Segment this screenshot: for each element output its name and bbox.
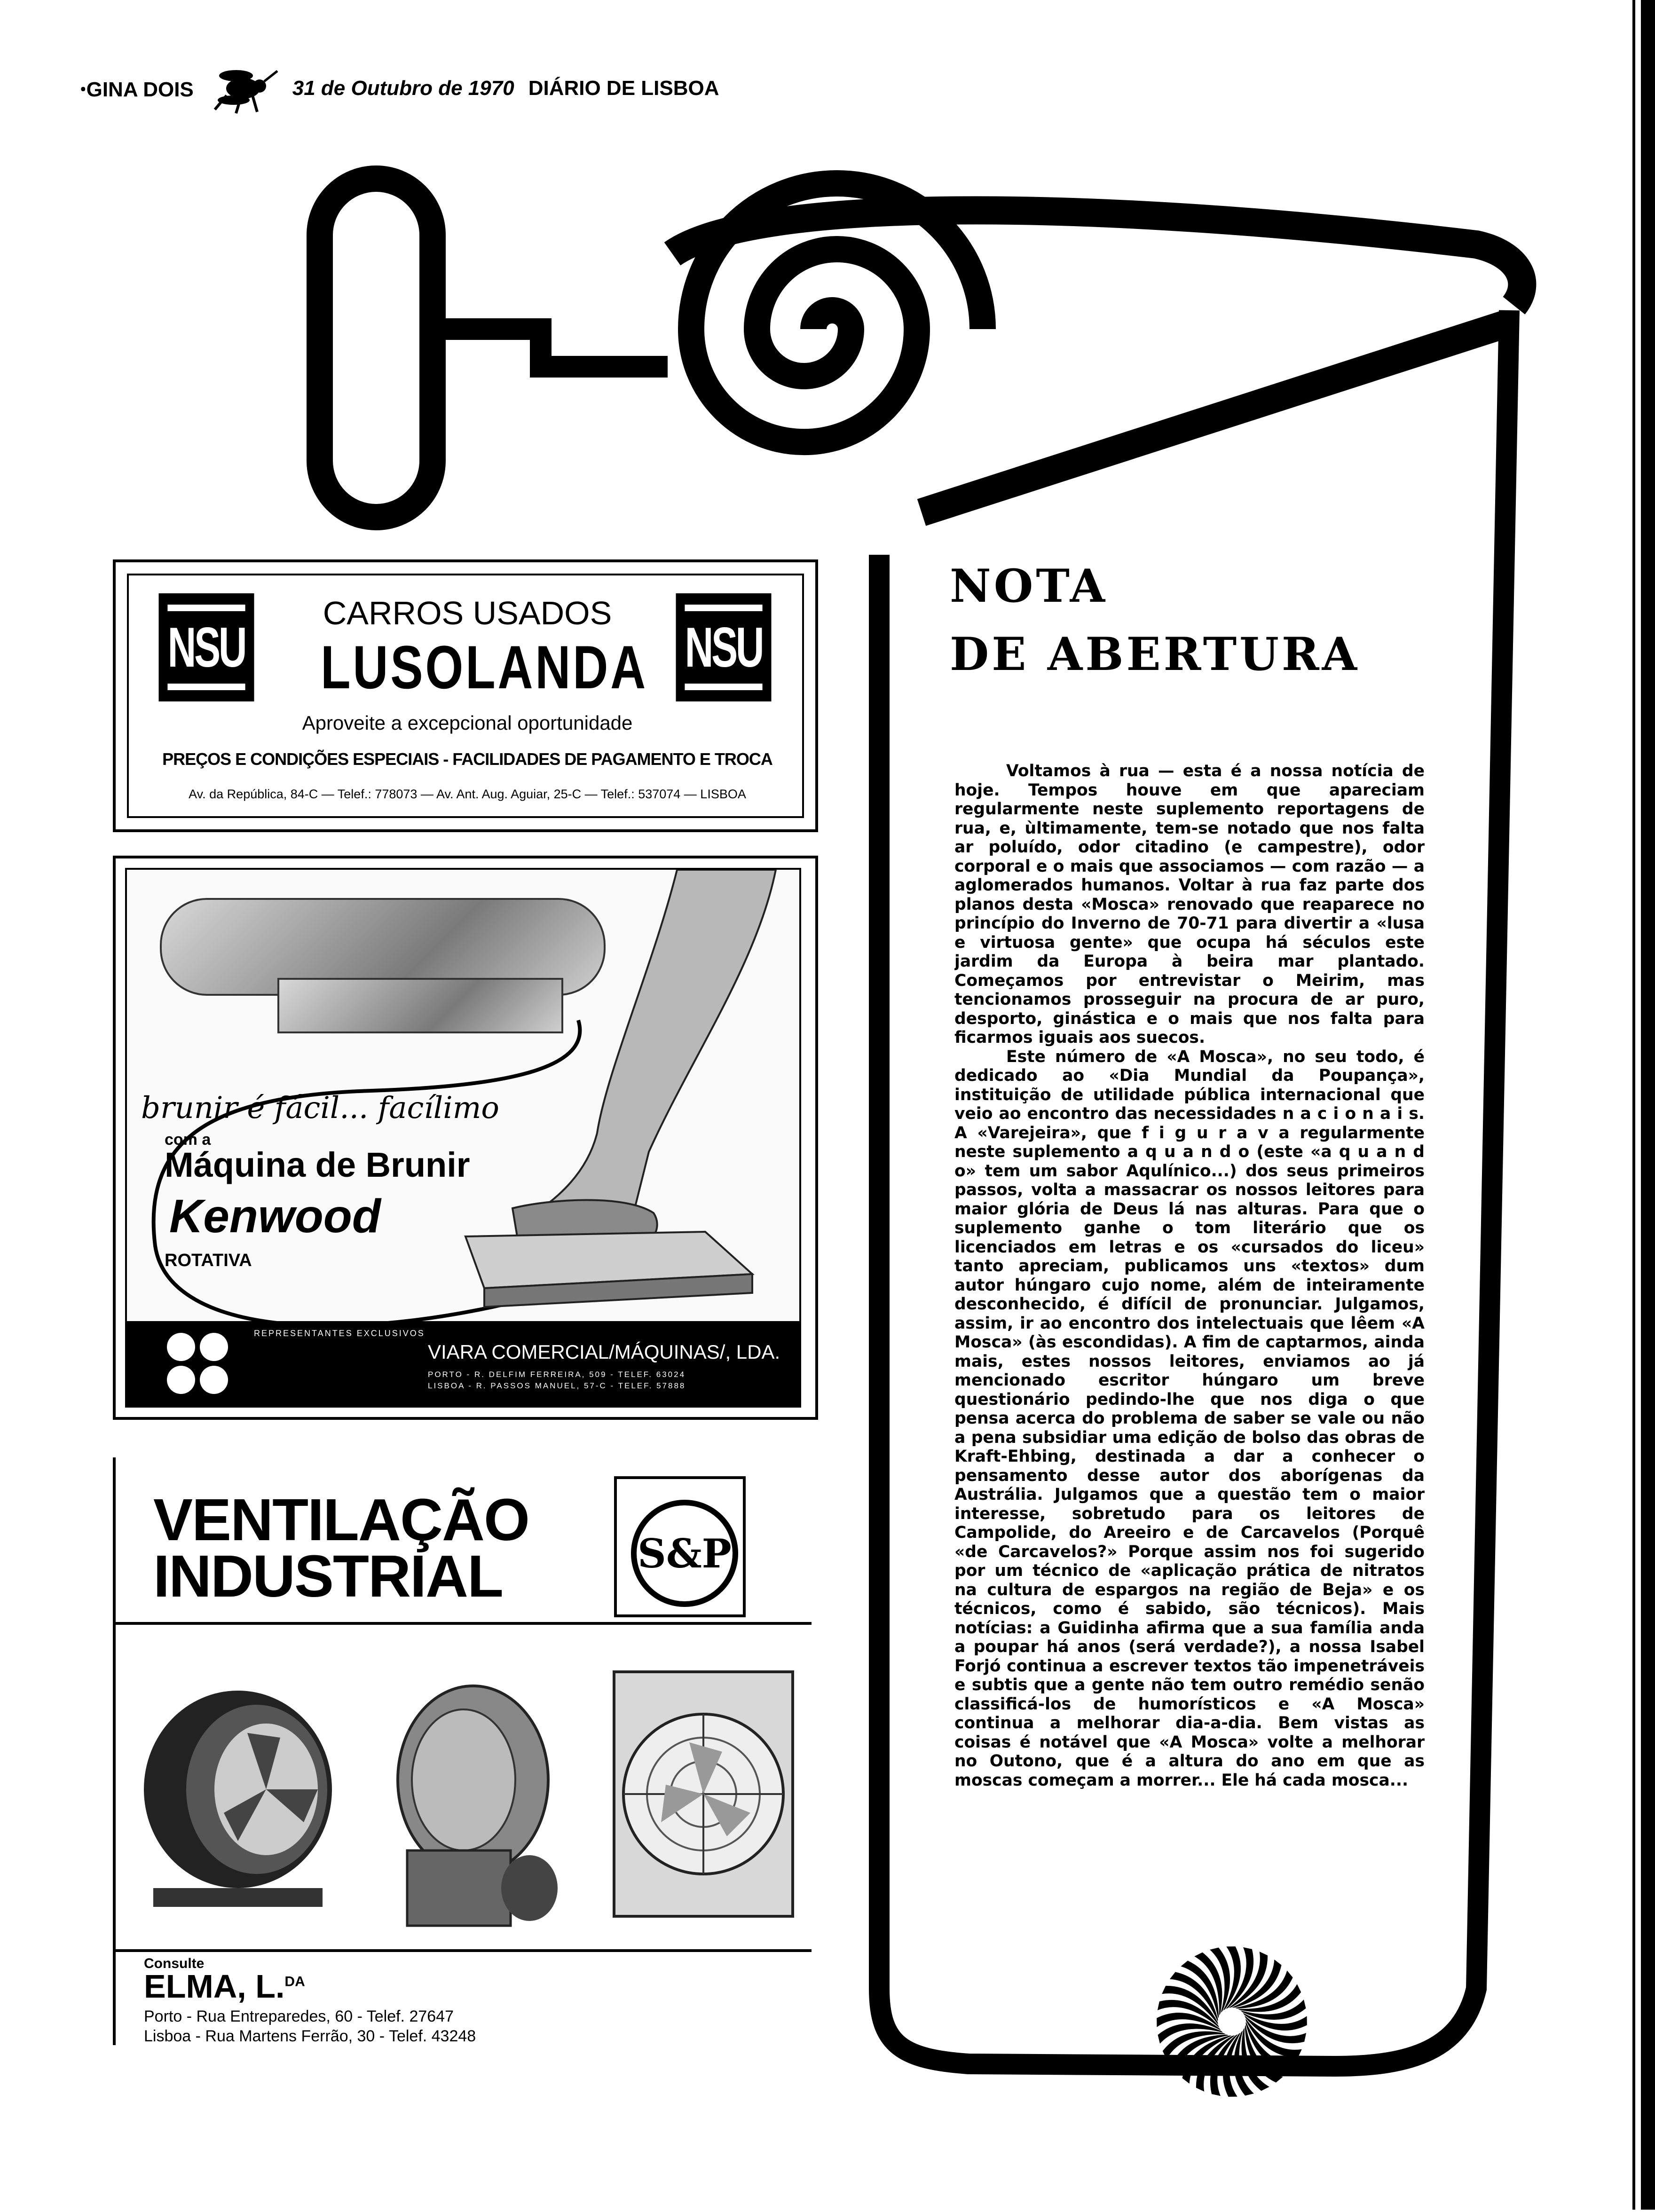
sp-logo-text: S&P (638, 1530, 732, 1577)
issue-date: 31 de Outubro de 1970 (292, 77, 514, 100)
axial-fan-photo (144, 1691, 332, 1907)
ad-kenwood (113, 856, 818, 1420)
newspaper-name: DIÁRIO DE LISBOA (528, 77, 719, 100)
ad-elma-sup: DA (284, 1974, 305, 1990)
key-loop (320, 179, 433, 517)
article-body (954, 762, 1425, 1965)
ad-elma-lisboa: Lisboa - Rua Martens Ferrão, 30 - Telef. 43248 (144, 2027, 476, 2045)
page-label: ꞏGINA DOIS (80, 78, 194, 101)
ad-subtitle: ROTATIVA (165, 1251, 252, 1270)
article-title-2: DE ABERTURA (950, 628, 1360, 681)
ad-elma (144, 1968, 305, 2005)
belt-bottom (922, 324, 1505, 512)
viara-logo-icon (165, 1330, 230, 1396)
ad-lusolanda (113, 559, 818, 832)
fan-photos (116, 1622, 812, 1952)
ad-vent-line2: INDUSTRIAL (153, 1543, 503, 1609)
key-shaft (433, 329, 668, 367)
ad-script-slogan: brunir é fácil... facílimo (141, 1091, 499, 1126)
nsu-logo-left: NSU (159, 593, 254, 701)
window-fan-photo (614, 1672, 793, 1916)
centrifugal-fan-photo (398, 1686, 558, 1926)
ad-consulte: Consulte (144, 1956, 205, 1971)
ad-porto: PORTO - R. DELFIM FERREIRA, 509 - TELEF. 63024 (428, 1370, 686, 1379)
ad-address: Av. da República, 84-C — Telef.: 778073 — Av. Ant. Aug. Aguiar, 25-C — Telef.: 537074 — LISBOA (189, 787, 746, 801)
sp-logo (614, 1476, 746, 1617)
ad-vent-line1: VENTILAÇÃO (153, 1487, 529, 1553)
ad-representatives: REPRESENTANTES EXCLUSIVOS (254, 1329, 425, 1338)
nsu-logo-right: NSU (676, 593, 772, 701)
ad-company: VIARA COMERCIAL/MÁQUINAS/, LDA. (428, 1341, 780, 1363)
swirl-ornament (1152, 1942, 1312, 2102)
ad-kenwood-brand: Kenwood (169, 1190, 381, 1243)
article-paragraph-2: Este número de «A Mosca», no seu todo, é dedicado ao «Dia Mundial da Poupança», instituição de utilidade pública internacional que veio ao encontro das necessidades n a c i o n a i s. A «Varejeira», que f i g u r a v a regularmente neste suplemento a q u a n d o (este «a q u a n d o» tem um sabor Aqulínico...) dos seus primeiros passos, volta a massacrar os nossos leitores para maior glória de Deus lá nas alturas. Para que o suplemento ganhe o tom literário que os licenciados em letras e os «cursados do liceu» tanto apreciam, publicamos uns «textos» dum autor húngaro cujo nome, além de inteiramente desconhecido, é difícil de pronunciar. Julgamos, assim, ir ao encontro dos intelectuais que lêem «A Mosca» (às escondidas). A fim de captarmos, ainda mais, estes nossos leitores, enviamos ao já mencionado escritor húngaro um breve questionário pedindo-lhe que nos diga o que pensa acerca do problema de saber se vale ou não a pena subsidiar uma edição de bolso das obras de Kraft-Ehbing, destinada a dar a conhecer o pensamento desse autor dos aborígenas da Austrália. Julgamos que a questão tem o maior interesse, sobretudo para os leitores de Campolide, do Areeiro e de Carcavelos (Porquê «de Carcavelos?» Porque assim nos foi sugerido por um técnico de «aplicação prática de nitratos na cultura de espargos na região de Beja» e os técnicos, como é sabido, são técnicos). Mais notícias: a Guidinha afirma que a sua família anda a poupar há anos (será verdade?), a nossa Isabel Forjó continua a escrever textos tão impenetráveis e subtis que a gente não tem outro remédio senão classificá-los de humorísticos e «A Mosca» continua a melhorar dia-a-dia. Bem vistas as coisas é notável que «A Mosca» volte a melhorar no Outono, que é a altura do ano em que as moscas começam a morrer... Ele há cada mosca... (954, 1047, 1425, 1790)
ad-com-a: com a (165, 1131, 211, 1149)
ad-tagline: Aproveite a excepcional oportunidade (302, 712, 633, 734)
ad-lisboa: LISBOA - R. PASSOS MANUEL, 57-C - TELEF. 57888 (428, 1381, 686, 1390)
ad-ventilacao (113, 1457, 835, 2045)
article-title-1: NOTA (950, 559, 1108, 613)
ad-product: Máquina de Brunir (165, 1145, 470, 1184)
ad-conditions: PREÇOS E CONDIÇÕES ESPECIAIS - FACILIDADES DE PAGAMENTO E TROCA (162, 749, 772, 769)
ad-heading: CARROS USADOS (323, 595, 612, 631)
ad-elma-name: ELMA, L. (144, 1968, 285, 2005)
ad-brand: LUSOLANDA (321, 633, 648, 701)
ad-elma-porto: Porto - Rua Entreparedes, 60 - Telef. 27647 (144, 2007, 454, 2025)
ad-footer-band (127, 1321, 799, 1406)
article-paragraph-1: Voltamos à rua — esta é a nossa notícia de hoje. Tempos houve em que apareciam regularmente neste suplemento reportagens de rua, e, ùltimamente, tem-se notado que nos falta ar poluído, odor citadino (e campestre), odor corporal e o mais que associamos — com razão — a aglomerados humanos. Voltar à rua faz parte dos planos desta «Mosca» renovado que reaparece no princípio do Inverno de 70-71 para divertir a «lusa e virtuosa gente» que ocupa há séculos este jardim da Europa à beira mar plantado. Começamos por entrevistar o Meirim, mas tencionamos prosseguir na procura de ar puro, desporto, ginástica e o mais que nos falta para ficarmos iguais aos suecos. (954, 762, 1425, 1047)
